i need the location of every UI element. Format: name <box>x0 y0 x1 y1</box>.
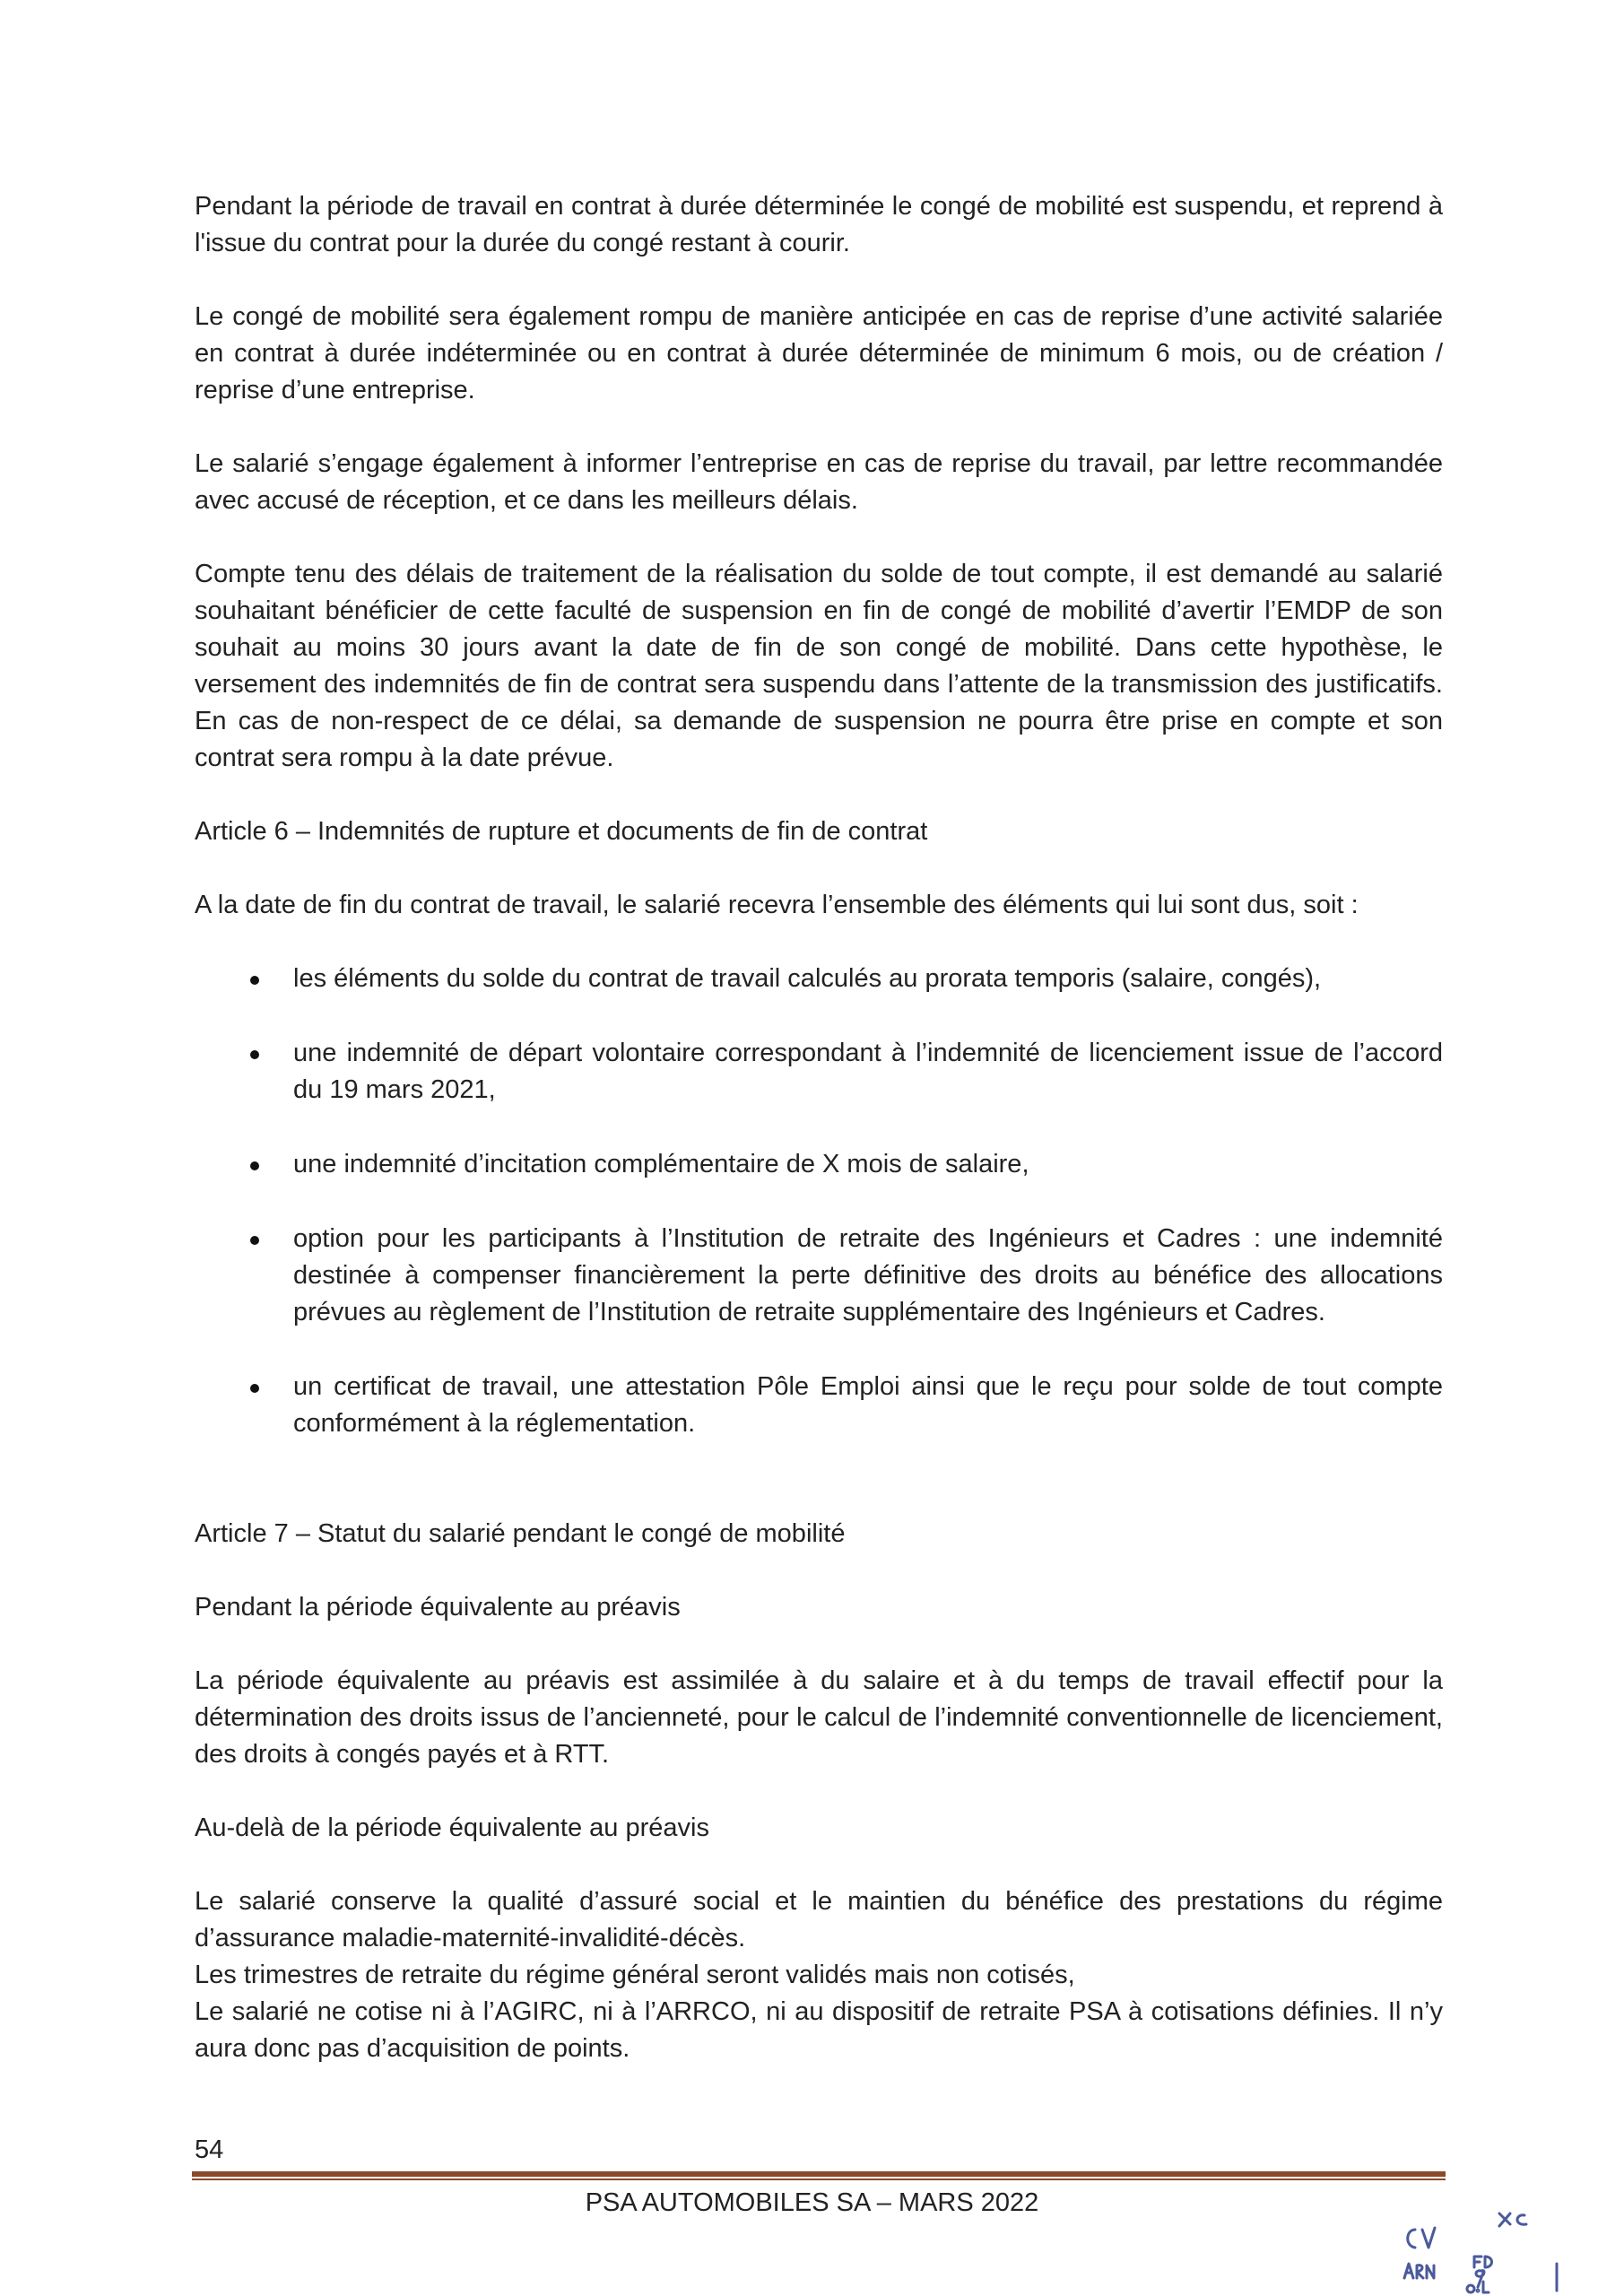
list-item-text: une indemnité de départ volontaire correspondant à l’indemnité de licenciement issue de l’accord du 19 mars 2021, <box>293 1039 1443 1104</box>
list-item <box>195 1369 1443 1442</box>
list-item <box>195 1035 1443 1109</box>
paragraph-conge-rompu: Le congé de mobilité sera également rompu de manière anticipée en cas de reprise d’une activité salariée en contrat à durée indéterminée ou en contrat à durée déterminée de minimum 6 mois, ou de création / reprise d’une entreprise. <box>195 302 1443 404</box>
article-6-intro: A la date de fin du contrat de travail, le salarié recevra l’ensemble des éléments qui lui sont dus, soit : <box>195 891 1359 919</box>
paragraph-trimestres-retraite: Les trimestres de retraite du régime général seront validés mais non cotisés, <box>195 1961 1075 1989</box>
page-number: 54 <box>195 2135 224 2164</box>
subheading-au-dela-preavis: Au-delà de la période équivalente au préavis <box>195 1813 709 1842</box>
article-6-bullet-list <box>195 961 1443 1442</box>
subheading-preavis: Pendant la période équivalente au préavis <box>195 1593 681 1622</box>
footer-rule-thin <box>192 2179 1446 2180</box>
paragraph-assure-social: Le salarié conserve la qualité d’assuré social et le maintien du bénéfice des prestations du régime d’assurance maladie-maternité-invalidité-décès. <box>195 1887 1443 1952</box>
bullet-icon <box>250 1384 259 1393</box>
list-item-text: un certificat de travail, une attestation Pôle Emploi ainsi que le reçu pour solde de tout compte conformément à la réglementation. <box>293 1372 1443 1438</box>
footer-title: PSA AUTOMOBILES SA – MARS 2022 <box>585 2188 1039 2217</box>
spacer <box>195 1479 1443 1516</box>
paragraph-cdd-suspension: Pendant la période de travail en contrat à durée déterminée le congé de mobilité est suspendu, et reprend à l'issue du contrat pour la durée du congé restant à courir. <box>195 192 1443 257</box>
article-6-heading: Article 6 – Indemnités de rupture et documents de fin de contrat <box>195 817 928 846</box>
article-7-heading: Article 7 – Statut du salarié pendant le congé de mobilité <box>195 1519 846 1548</box>
bullet-icon <box>250 1050 259 1059</box>
paragraph-delais-traitement: Compte tenu des délais de traitement de la réalisation du solde de tout compte, il est demandé au salarié souhaitant bénéficier de cette faculté de suspension en fin de congé de mobilité d’avertir l’EMDP de son souhait au moins 30 jours avant la date de fin de son congé de mobilité. Dans cette hypothèse, le versement des indemnités de fin de contrat sera suspendu dans l’attente de la transmission des justificatifs. En cas de non-respect de ce délai, sa demande de suspension ne pourra être prise en compte et son contrat sera rompu à la date prévue. <box>195 560 1443 772</box>
list-item-text: une indemnité d’incitation complémentaire de X mois de salaire, <box>293 1150 1029 1178</box>
footer-rule <box>192 2171 1446 2177</box>
page-body <box>195 188 1443 2067</box>
handwritten-initials-signature <box>1399 2210 1578 2296</box>
bullet-icon <box>250 976 259 985</box>
list-item <box>195 1221 1443 1331</box>
list-item-text: les éléments du solde du contrat de travail calculés au prorata temporis (salaire, congés), <box>293 964 1322 993</box>
list-item <box>195 961 1443 997</box>
bullet-icon <box>250 1236 259 1245</box>
paragraph-preavis: La période équivalente au préavis est assimilée à du salaire et à du temps de travail effectif pour la détermination des droits issus de l’ancienneté, pour le calcul de l’indemnité conventionnelle de licenciement, des droits à congés payés et à RTT. <box>195 1666 1443 1769</box>
list-item-text: option pour les participants à l’Institution de retraite des Ingénieurs et Cadres : une indemnité destinée à compenser financièrement la perte définitive des droits au bénéfice des allocations prévues au règlement de l’Institution de retraite supplémentaire des Ingénieurs et Cadres. <box>293 1224 1443 1326</box>
paragraph-cotisations: Le salarié ne cotise ni à l’AGIRC, ni à l’ARRCO, ni au dispositif de retraite PSA à cotisations définies. Il n’y aura donc pas d’acquisition de points. <box>195 1997 1443 2063</box>
paragraph-engagement-informer: Le salarié s’engage également à informer l’entreprise en cas de reprise du travail, par lettre recommandée avec accusé de réception, et ce dans les meilleurs délais. <box>195 449 1443 515</box>
list-item <box>195 1146 1443 1183</box>
bullet-icon <box>250 1161 259 1170</box>
